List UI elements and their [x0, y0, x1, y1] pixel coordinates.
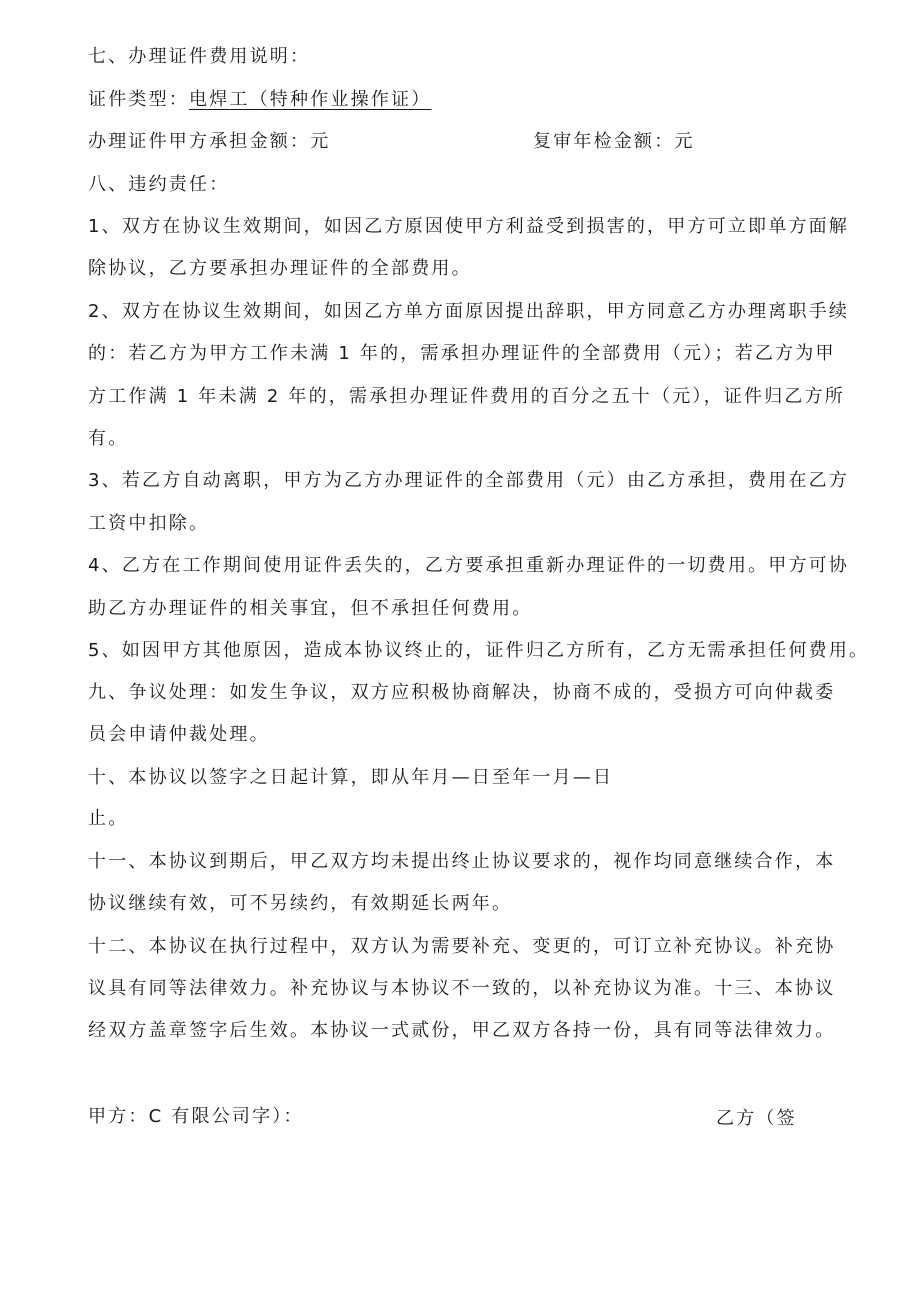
section12-line: 经双方盖章签字后生效。本协议一式贰份，甲乙双方各持一份，具有同等法律效力。: [88, 1020, 836, 1041]
cert-type-label: 证件类型：: [88, 89, 189, 110]
party-b-signature: 乙方（签: [716, 1108, 797, 1129]
section11-line: 十一、本协议到期后，甲乙双方均未提出终止协议要求的，视作均同意继续合作，本: [88, 851, 836, 872]
section12-line: 议具有同等法律效力。补充协议与本协议不一致的，以补充协议为准。十三、本协议: [88, 978, 836, 999]
section8-line: 除协议，乙方要承担办理证件的全部费用。: [88, 258, 472, 279]
fee-review: 复审年检金额：元: [533, 131, 695, 152]
section8-line: 2、双方在协议生效期间，如因乙方单方面原因提出辞职，甲方同意乙方办理离职手续: [88, 301, 850, 322]
section8-line: 工资中扣除。: [88, 513, 210, 534]
section8-line: 的：若乙方为甲方工作未满 1 年的，需承担办理证件的全部费用（元）；若乙方为甲: [88, 343, 836, 364]
fee-party-a: 办理证件甲方承担金额：元: [88, 131, 331, 152]
section8-line: 4、乙方在工作期间使用证件丢失的，乙方要承担重新办理证件的一切费用。甲方可协: [88, 555, 850, 576]
section7-heading: 七、办理证件费用说明：: [88, 46, 311, 67]
section10-line: 止。: [88, 808, 129, 829]
section8-line: 方工作满 1 年未满 2 年的，需承担办理证件费用的百分之五十（元），证件归乙方所: [88, 386, 845, 407]
section8-heading: 八、违约责任：: [88, 174, 230, 195]
cert-type-value: 电焊工（特种作业操作证）: [189, 89, 432, 110]
section12-line: 十二、本协议在执行过程中，双方认为需要补充、变更的，可订立补充协议。补充协: [88, 936, 836, 957]
party-a-signature: 甲方：C 有限公司字）：: [88, 1106, 304, 1127]
section9-line: 员会申请仲裁处理。: [88, 724, 270, 745]
section9-line: 九、争议处理：如发生争议，双方应积极协商解决，协商不成的，受损方可向仲裁委: [88, 682, 836, 703]
section8-line: 1、双方在协议生效期间，如因乙方原因使甲方利益受到损害的，甲方可立即单方面解: [88, 216, 850, 237]
section11-line: 协议继续有效，可不另续约，有效期延长两年。: [88, 893, 513, 914]
section8-line: 5、如因甲方其他原因，造成本协议终止的，证件归乙方所有，乙方无需承担任何费用。: [88, 640, 870, 661]
section8-line: 3、若乙方自动离职，甲方为乙方办理证件的全部费用（元）由乙方承担，费用在乙方: [88, 470, 850, 491]
cert-type-row: [88, 87, 431, 113]
section10-line: 十、本协议以签字之日起计算，即从年月—日至年一月—日: [88, 767, 614, 788]
section8-line: 助乙方办理证件的相关事宜，但不承担任何费用。: [88, 598, 533, 619]
section8-line: 有。: [88, 428, 129, 449]
